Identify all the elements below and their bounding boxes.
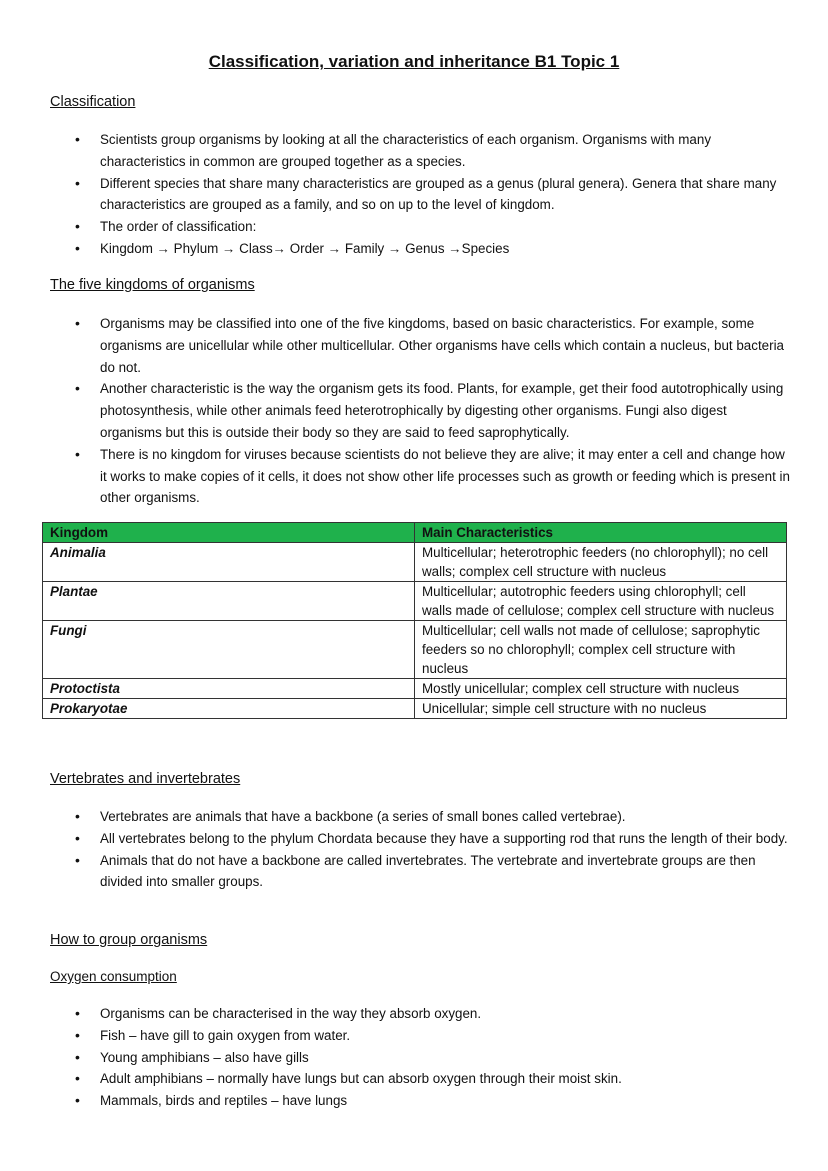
heading-five-kingdoms: The five kingdoms of organisms [50, 277, 255, 293]
vertebrates-list [50, 806, 790, 893]
heading-how-to-group: How to group organisms [50, 932, 208, 948]
list-item: • There is no kingdom for viruses because scientists do not believe they are alive; it may enter a cell and change how it works to make copies of it cells, it does not show other life processes such as growth or feeding which is present in other organisms. [50, 444, 790, 509]
characteristics-cell: Mostly unicellular; complex cell structure with nucleus [415, 679, 787, 699]
kingdom-cell: Protoctista [43, 679, 415, 699]
list-item: • Animals that do not have a backbone are called invertebrates. The vertebrate and invertebrate groups are then divided into smaller groups. [50, 850, 790, 894]
list-item: • Organisms may be classified into one of the five kingdoms, based on basic characteristics. For example, some organisms are unicellular while other multicellular. Other organisms have cells which contain a nucleus, but bacteria do not. [50, 313, 790, 378]
list-item: • All vertebrates belong to the phylum Chordata because they have a supporting rod that runs the length of their body. [50, 828, 790, 850]
characteristics-cell: Multicellular; cell walls not made of cellulose; saprophytic feeders so no chlorophyll; complex cell structure with nucleus [415, 621, 787, 679]
list-item: • Young amphibians – also have gills [50, 1047, 790, 1069]
oxygen-list [50, 1003, 790, 1112]
subheading-oxygen-consumption: Oxygen consumption [50, 969, 177, 984]
list-item: • Scientists group organisms by looking at all the characteristics of each organism. Organisms with many characteristics in common are grouped together as a species. [50, 129, 790, 173]
list-item: • Kingdom → Phylum → Class→ Order → Family → Genus →Species [50, 238, 790, 260]
document-title: Classification, variation and inheritance B1 Topic 1 [208, 52, 620, 71]
kingdom-cell: Fungi [43, 621, 415, 679]
table-row [43, 582, 787, 621]
list-item: • Adult amphibians – normally have lungs but can absorb oxygen through their moist skin. [50, 1068, 790, 1090]
table-row [43, 679, 787, 699]
characteristics-cell: Multicellular; autotrophic feeders using chlorophyll; cell walls made of cellulose; complex cell structure with nucleus [415, 582, 787, 621]
table-header-row [43, 523, 787, 543]
kingdom-cell: Prokaryotae [43, 699, 415, 719]
characteristics-cell: Multicellular; heterotrophic feeders (no chlorophyll); no cell walls; complex cell structure with nucleus [415, 543, 787, 582]
kingdom-cell: Animalia [43, 543, 415, 582]
characteristics-cell: Unicellular; simple cell structure with no nucleus [415, 699, 787, 719]
heading-classification: Classification [50, 94, 136, 110]
table-row [43, 699, 787, 719]
heading-vertebrates: Vertebrates and invertebrates [50, 771, 241, 787]
five-kingdoms-list [50, 313, 790, 509]
list-item: • Mammals, birds and reptiles – have lungs [50, 1090, 790, 1112]
list-item: • Vertebrates are animals that have a backbone (a series of small bones called vertebrae). [50, 806, 790, 828]
kingdom-table [42, 522, 787, 719]
list-item: • Fish – have gill to gain oxygen from water. [50, 1025, 790, 1047]
column-header-characteristics: Main Characteristics [415, 523, 787, 543]
table-row [43, 543, 787, 582]
list-item: • Different species that share many characteristics are grouped as a genus (plural genera). Genera that share many characteristics are grouped as a family, and so on up to the level of kingdom. [50, 173, 790, 217]
list-item: • Organisms can be characterised in the way they absorb oxygen. [50, 1003, 790, 1025]
classification-list [50, 129, 790, 260]
column-header-kingdom: Kingdom [43, 523, 415, 543]
kingdom-cell: Plantae [43, 582, 415, 621]
table-row [43, 621, 787, 679]
list-item: • The order of classification: [50, 216, 790, 238]
list-item: • Another characteristic is the way the organism gets its food. Plants, for example, get their food autotrophically using photosynthesis, while other animals feed heterotrophically by digesting other organisms. Fungi also digest organisms but this is outside their body so they are said to feed saprophytically. [50, 378, 790, 443]
